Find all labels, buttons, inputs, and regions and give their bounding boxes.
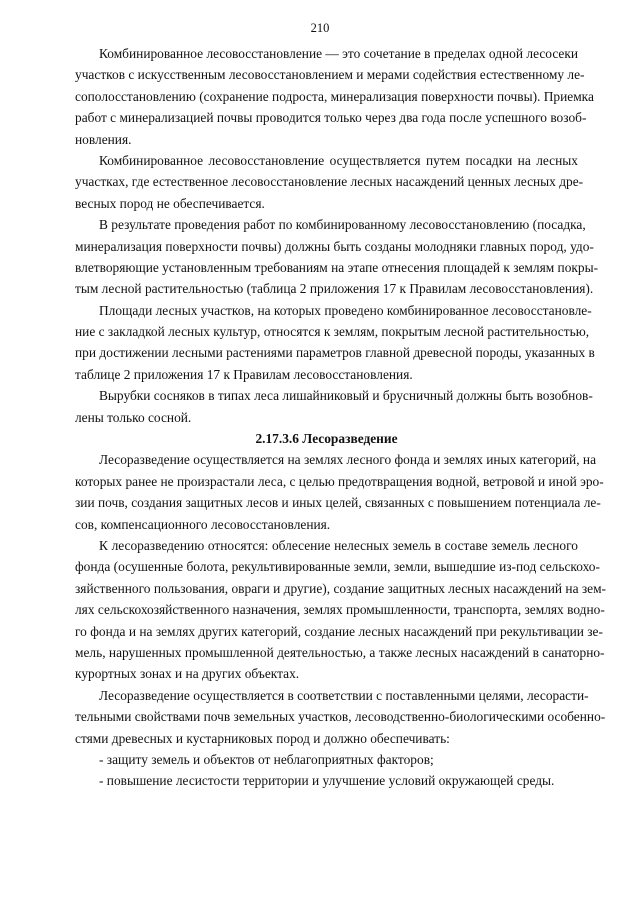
text-line: сополосстановлению (сохранение подроста, минерализация поверхности почвы). Приемка [75, 88, 594, 104]
text-line: фонда (осушенные болота, рекультивированные земли, земли, вышедшие из-под сельскохо- [75, 559, 600, 575]
text-line: влетворяющие установленным требованиям на этапе отнесения площадей к землям покры- [75, 259, 599, 275]
text-line: Площади лесных участков, на которых проведено комбинированное лесовосстановле- [99, 302, 592, 318]
text-line: Лесоразведение осуществляется на землях лесного фонда и землях иных категорий, на [99, 452, 597, 468]
text-line: курортных зонах и на других объектах. [75, 666, 300, 682]
text-line: таблице 2 приложения 17 к Правилам лесовосстановления. [75, 366, 413, 382]
text-line: мель, нарушенных промышленной деятельностью, а также лесных насаждений в санаторно- [75, 644, 605, 660]
text-line: стями древесных и кустарниковых пород и должно обеспечивать: [75, 730, 450, 746]
section-heading: 2.17.3.6 Лесоразведение [255, 431, 398, 447]
text-line: Вырубки сосняков в типах леса лишайниковый и брусничный должны быть возобнов- [99, 388, 593, 404]
text-line: минерализация поверхности почвы) должны быть созданы молодняки главных пород, удо- [75, 238, 594, 254]
text-line: - повышение лесистости территории и улучшение условий окружающей среды. [99, 773, 555, 789]
page-number: 210 [310, 21, 330, 35]
text-line: го фонда и на землях других категорий, создание лесных насаждений при рекультивации зе- [75, 623, 603, 639]
text-line: тельными свойствами почв земельных участков, лесоводственно-биологическими особенно- [75, 709, 606, 725]
text-line: Комбинированное лесовосстановление осуществляется путем посадки на лесных [99, 152, 578, 168]
text-line: весных пород не обеспечивается. [75, 195, 265, 211]
text-line: лены только сосной. [75, 409, 192, 425]
text-line: - защиту земель и объектов от неблагоприятных факторов; [99, 751, 434, 767]
text-line: лях сельскохозяйственного назначения, землях промышленности, транспорта, землях водно- [75, 602, 605, 618]
text-line: участков с искусственным лесовосстановлением и мерами содействия естественному ле- [75, 67, 585, 83]
text-line: Лесоразведение осуществляется в соответствии с поставленными целями, лесорасти- [99, 687, 589, 703]
text-line: зии почв, создания защитных лесов и иных целей, связанных с повышением потенциала ле- [75, 495, 601, 511]
text-line: К лесоразведению относятся: облесение нелесных земель в составе земель лесного [99, 537, 578, 553]
text-line: ние с закладкой лесных культур, относятся к землям, покрытым лесной растительностью, [75, 324, 590, 340]
text-line: тым лесной растительностью (таблица 2 приложения 17 к Правилам лесовосстановления). [75, 281, 594, 297]
text-line: Комбинированное лесовосстановление — это сочетание в пределах одной лесосеки [99, 46, 579, 61]
text-line: которых ранее не произрастали леса, с целью предотвращения водной, ветровой и иной эро- [75, 473, 604, 489]
text-block [75, 43, 607, 792]
text-line: работ с минерализацией почвы проводится только через два года после успешного возоб- [75, 110, 587, 126]
text-line: В результате проведения работ по комбинированному лесовосстановлению (посадка, [99, 217, 586, 233]
text-line: сов, компенсационного лесовосстановления. [75, 516, 331, 532]
text-line: участках, где естественное лесовосстановление лесных насаждений ценных лесных дре- [75, 174, 584, 190]
text-line: новления. [75, 131, 132, 147]
text-line: зяйственного пользования, овраги и другие), создание защитных лесных насаждений на зем- [75, 580, 607, 596]
text-line: при достижении лесными растениями параметров главной древесной породы, указанных в [75, 345, 595, 361]
